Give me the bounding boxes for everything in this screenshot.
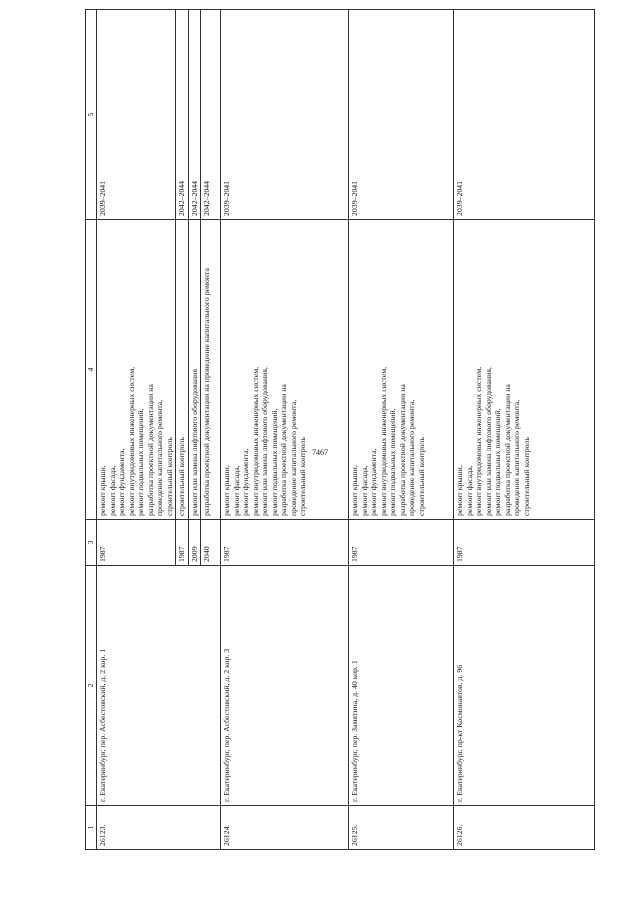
subrow-period: 2042–2044	[176, 10, 189, 220]
row-number: 26125.	[349, 806, 454, 850]
row-address: г. Екатеринбург, пер. Замятина, д. 40 кор. 1	[349, 566, 454, 806]
table-row	[349, 10, 454, 850]
work-item: ремонт крыши,	[222, 465, 231, 516]
work-item: ремонт фасада,	[107, 465, 117, 516]
work-item: ремонт фундамента,	[117, 448, 126, 516]
work-item: ремонт или замена лифтового оборудования,	[260, 367, 269, 516]
work-item: строительный контроль	[298, 437, 307, 516]
work-item: ремонт крыши,	[98, 465, 107, 516]
row-year: 1987	[454, 520, 595, 566]
row-year: 1987	[97, 520, 176, 566]
work-item: ремонт внутридомовых инженерных систем,	[126, 366, 136, 516]
row-year: 1987	[221, 520, 349, 566]
row-number: 26126.	[454, 806, 595, 850]
row-works	[454, 220, 595, 520]
work-item: проведение капитального ремонта,	[155, 399, 164, 516]
work-item: ремонт крыши,	[455, 465, 464, 516]
work-item: ремонт подвальных помещений,	[269, 408, 279, 516]
row-works	[97, 220, 176, 520]
work-item: ремонт внутридомовых инженерных систем,	[378, 366, 388, 516]
subrow-work: разработка проектной документации на проведение капитального ремонта	[201, 220, 221, 520]
column-number: 5	[86, 10, 97, 220]
work-item: строительный контроль	[416, 437, 426, 516]
work-item: проведение капитального ремонта,	[512, 399, 521, 516]
row-period: 2039–2041	[454, 10, 595, 220]
row-works	[221, 220, 349, 520]
subrow-work: строительный контроль	[176, 220, 189, 520]
work-item: ремонт внутридомовых инженерных систем,	[250, 366, 260, 516]
subrow-year: 2009	[188, 520, 201, 566]
row-works	[349, 220, 454, 520]
work-item: ремонт подвальных помещений,	[493, 408, 502, 516]
work-item: ремонт фасада,	[359, 465, 369, 516]
work-item: ремонт подвальных помещений,	[388, 408, 397, 516]
table-row	[454, 10, 595, 850]
repair-schedule-table	[85, 9, 595, 850]
work-item: разработка проектной документации на	[145, 384, 155, 516]
table-row	[97, 10, 176, 850]
column-number: 2	[86, 566, 97, 806]
column-number: 1	[86, 806, 97, 850]
row-period: 2039–2041	[97, 10, 176, 220]
work-item: разработка проектной документации на	[279, 384, 288, 516]
work-item: проведение капитального ремонта,	[288, 399, 298, 516]
work-item: ремонт подвальных помещений,	[136, 408, 145, 516]
work-item: ремонт фундамента,	[241, 448, 250, 516]
row-address: г. Екатеринбург, пер. Асбестовский, д. 2 кор. 1	[97, 566, 221, 806]
subrow-year: 1987	[176, 520, 189, 566]
column-number-row	[86, 10, 97, 850]
subrow-year: 2040	[201, 520, 221, 566]
work-item: ремонт крыши,	[350, 465, 359, 516]
work-item: разработка проектной документации на	[397, 384, 407, 516]
work-item: ремонт фундамента,	[369, 448, 378, 516]
work-item: ремонт фасада,	[464, 465, 474, 516]
row-address: г. Екатеринбург, пер. Асбестовский, д. 2 кор. 3	[221, 566, 349, 806]
work-item: ремонт фасада,	[231, 465, 241, 516]
work-item: строительный контроль	[521, 437, 531, 516]
row-number: 26124.	[221, 806, 349, 850]
table-row	[221, 10, 349, 850]
column-number: 3	[86, 520, 97, 566]
work-item: проведение капитального ремонта,	[407, 399, 416, 516]
subrow-period: 2042–2044	[201, 10, 221, 220]
work-item: ремонт или замена лифтового оборудования,	[483, 367, 493, 516]
subrow-work: ремонт или замена лифтового оборудования	[188, 220, 201, 520]
row-number: 26123.	[97, 806, 221, 850]
work-item: строительный контроль	[164, 437, 174, 516]
page-number: 7467	[312, 448, 328, 457]
row-period: 2039–2041	[349, 10, 454, 220]
rotated-table-wrapper	[85, 10, 595, 850]
subrow-period: 2042–2044	[188, 10, 201, 220]
work-item: разработка проектной документации на	[502, 384, 512, 516]
column-number: 4	[86, 220, 97, 520]
work-item: ремонт внутридомовых инженерных систем,	[474, 366, 483, 516]
row-address: г. Екатеринбург, пр-кт Космонавтов, д. 96	[454, 566, 595, 806]
row-period: 2039–2041	[221, 10, 349, 220]
row-year: 1987	[349, 520, 454, 566]
